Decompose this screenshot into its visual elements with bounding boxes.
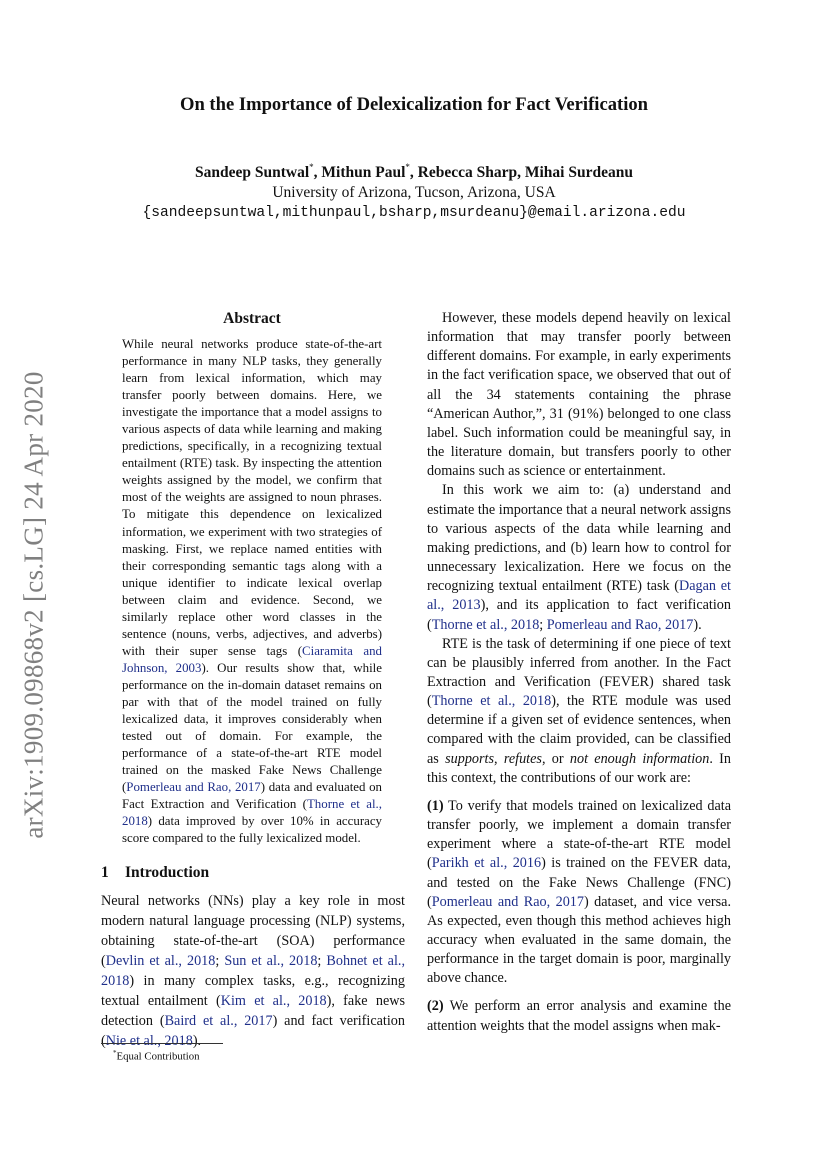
paragraph-text: ) and fact verification ( [101,1013,405,1050]
author-emails: {sandeepsuntwal,mithunpaul,bsharp,msurdeanu}@email.arizona.edu [142,205,686,221]
paragraph-text: To verify that models trained on lexicalized data transfer poorly, we implement a domain transfer experiment where a state-of-the-art RTE model ( [427,797,731,872]
paragraph-text: ; [317,953,327,970]
paragraph-text: ) in many complex tasks, e.g., recognizing textual entailment ( [101,973,405,1010]
section-title: Introduction [125,864,210,881]
footnote [113,1049,200,1063]
paragraph-text: ), the RTE module was used determine if a given set of evidence sentences, when compared with the claim provided, can be classified as [427,693,731,767]
paragraph-text: , [494,750,504,767]
paragraph-text: ; [215,953,225,970]
citation-link[interactable]: Pomerleau and Rao, 2017 [546,616,694,633]
citation-link[interactable]: Bohnet et al., 2018 [101,953,405,990]
paragraph-text: Neural networks (NNs) play a key role in most modern natural language processing (NLP) systems, obtaining state-of-the-art (SOA) performance ( [101,893,405,970]
author-list [0,164,828,182]
citation-link[interactable]: Ciaramita and Johnson, 2003 [122,643,382,675]
affiliation: University of Arizona, Tucson, Arizona, USA [272,184,556,201]
citation-link[interactable]: Sun et al., 2018 [224,953,318,970]
contribution-label: (1) [427,797,444,814]
author-1-mark: * [309,162,314,172]
paragraph-text: ) dataset, and vice versa. As expected, even though this method achieves high accuracy when evaluated in the same domain, the performance in the target domain is poor, marginally above chance. [427,893,731,987]
abstract-text: ) data and evaluated on Fact Extraction and Verification ( [122,780,382,812]
citation-link[interactable]: Thorne et al., 2018 [122,797,382,829]
label-supports: supports [445,750,494,767]
citation-link[interactable]: Dagan et al., 2013 [427,578,731,614]
paragraph [427,481,731,634]
citation-link[interactable]: Pomerleau and Rao, 2017 [431,893,584,910]
right-column [427,309,731,1036]
label-refutes: refutes [503,750,542,767]
arxiv-id[interactable]: arXiv:1909.09868v2 [cs.LG] 24 Apr 2020 [18,371,49,839]
paragraph-text: RTE is the task of determining if one piece of text can be plausibly inferred from another. In the Fact Extraction and Verification (FEVER) shared task ( [427,635,731,710]
paper-title: On the Importance of Delexicalization for Fact Verification [179,94,649,115]
abstract-text: While neural networks produce state-of-the-art performance in many NLP tasks, they generally learn from lexical information, which may transfer poorly between domains. Here, we investigate the importance that a model assigns to various aspects of data while learning and making predictions, specifically, in a recognizing textual entailment (RTE) task. By inspecting the attention weights assigned by the model, we confirm that most of the weights are assigned to noun phrases. To mitigate this dependence on lexicalized information, we experiment with two strategies of masking. First, we replace named entities with their corresponding semantic tags along with a unique identifier to indicate lexical overlap between claim and evidence. Second, we similarly replace other word classes in the sentence (nouns, verbs, adjectives, and adverbs) with their super sense tags ( [122,337,382,658]
author-2: Mithun Paul [321,164,406,181]
paragraph-text: ), and its application to fact verification ( [427,597,731,633]
paragraph-text: ). [192,1033,202,1050]
citation-link[interactable]: Parikh et al., 2016 [431,855,542,872]
paragraph-text: ; [539,616,547,633]
paragraph [427,635,731,788]
abstract-body [122,336,382,847]
citation-link[interactable]: Thorne et al., 2018 [431,616,540,633]
author-separator: , [313,164,322,181]
paragraph-text: , or [541,750,570,767]
section-heading [101,864,209,882]
abstract-text: ). Our results show that, while performance on the in-domain dataset remains on par with that of the model trained on fully lexicalized data, it improves considerably when tested out of domain. For example, the performance of a state-of-the-art RTE model trained on the masked Fake News Challenge ( [122,660,382,795]
paragraph-text: ) is trained on the FEVER data, and tested on the Fake News Challenge (FNC) ( [427,855,731,910]
author-2-mark: * [405,162,410,172]
footnote-divider [101,1043,223,1044]
author-separator: , [409,164,418,181]
footnote-text: Equal Contribution [116,1050,200,1063]
paragraph-text: ). [693,616,702,633]
footnote-mark: * [113,1049,117,1057]
arxiv-stamp [10,360,58,850]
contribution-2 [427,997,731,1035]
citation-link[interactable]: Thorne et al., 2018 [431,693,552,710]
intro-paragraph [101,891,405,1051]
citation-link[interactable]: Devlin et al., 2018 [105,953,216,970]
citation-link[interactable]: Nie et al., 2018 [105,1033,193,1050]
paragraph-text: . In this context, the contributions of our work are: [427,750,731,786]
abstract-heading: Abstract [223,310,281,327]
citation-link[interactable]: Kim et al., 2018 [220,993,327,1010]
citation-link[interactable]: Pomerleau and Rao, 2017 [126,780,261,795]
abstract-text: ) data improved by over 10% in accuracy score compared to the fully lexicalized model. [122,814,382,846]
paragraph-text: We perform an error analysis and examine the attention weights that the model assigns when mak- [427,998,731,1034]
citation-link[interactable]: Baird et al., 2017 [164,1013,273,1030]
paragraph-text: In this work we aim to: (a) understand and estimate the importance that a neural network assigns to various aspects of the data while learning and making predictions, and (b) learn how to control for unnecessary lexicalization. Here we focus on the recognizing textual entailment (RTE) task ( [427,482,731,595]
paragraph: However, these models depend heavily on lexical information that may transfer poorly between different domains. For example, in early experiments in the fact verification space, we observed that out of all the 34 statements containing the phrase “American Author,”, 31 (91%) belonged to one class label. Such information could be meaningful say, in the literature domain, but transfers poorly to other domains such as science or entertainment. [427,310,731,480]
paragraph-text: ), fake news detection ( [101,993,406,1030]
section-number: 1 [101,864,109,881]
contribution-1 [427,797,731,989]
authors-rest: Rebecca Sharp, Mihai Surdeanu [417,164,633,181]
contribution-label: (2) [427,998,444,1015]
author-1: Sandeep Suntwal [195,164,310,181]
label-not-enough-info: not enough information [569,750,710,767]
